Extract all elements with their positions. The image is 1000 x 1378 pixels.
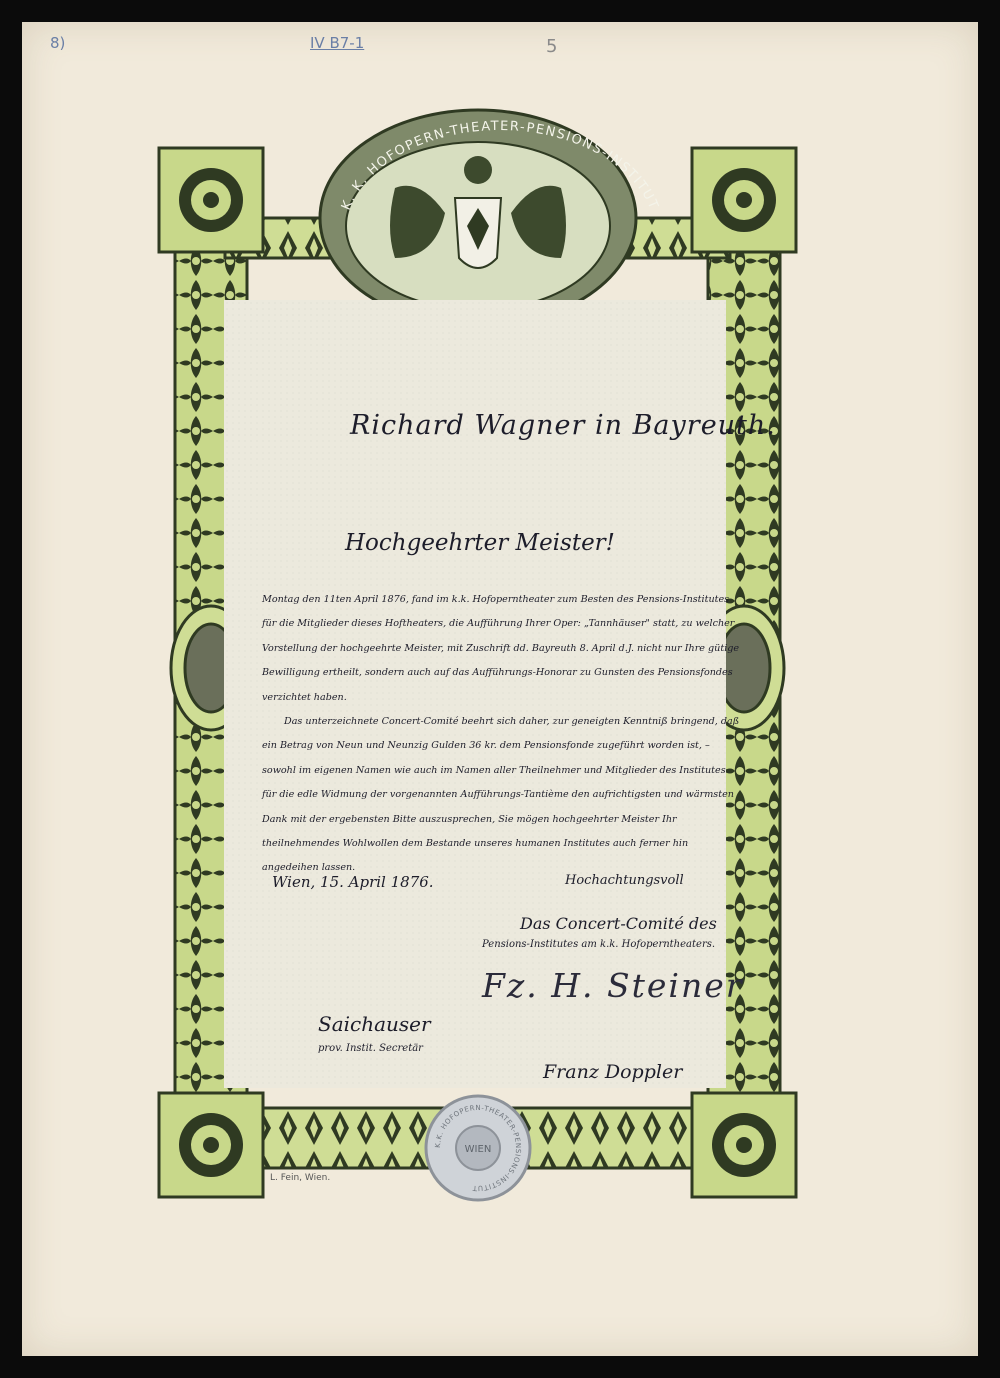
archive-page-number: 5 bbox=[546, 36, 558, 57]
committee-institute-line: Pensions-Institutes am k.k. Hofoperntheaters. bbox=[482, 939, 716, 950]
seal-center-text: WIEN bbox=[464, 1144, 492, 1155]
printer-credit: L. Fein, Wien. bbox=[270, 1173, 331, 1183]
letter-paragraph: Montag den 11ten April 1876, fand im k.k. Hofoperntheater zum Besten des Pensions-Institutes für die Mitglieder dieses Hoftheaters, die Aufführung Ihrer Oper: „Tannhäuser" statt, zu welcher Vorstellung der hochgeehrte Meister, mit Zuschrift dd. Bayreuth 8. April d.J. nicht nur Ihre gütige Bewilligung ertheilt, sondern auch auf das Aufführungs-Honorar zu Gunsten des Pensionsfondes verzichtet haben. bbox=[262, 594, 740, 703]
institute-band bbox=[325, 115, 675, 255]
place-date: Wien, 15. April 1876. bbox=[272, 873, 434, 891]
addressee: Richard Wagner in Bayreuth. bbox=[350, 410, 776, 441]
signature-secretary-role: prov. Instit. Secretär bbox=[318, 1043, 423, 1054]
archive-corner-mark: 8) bbox=[50, 34, 66, 52]
salutation: Hochgeehrter Meister! bbox=[345, 530, 615, 556]
committee-line: Das Concert-Comité des bbox=[520, 914, 717, 933]
letter-paragraph: Das unterzeichnete Concert-Comité beehrt sich daher, zur geneigten Kenntniß bringend, daß ein Betrag von Neun und Neunzig Gulden 36 kr. dem Pensionsfonde zugeführt worden ist, – sowohl im eigenen Namen wie auch im Namen aller Theilnehmer und Mitglieder des Institutes für die edle Widmung der vorgenannten Aufführungs-Tantième den aufrichtigsten und wärmsten Dank mit der ergebensten Bitte auszusprechen, Sie mögen hochgeehrter Meister Ihr theilnehmendes Wohlwollen dem Bestande unseres humanen Institutes auch ferner hin angedeihen lassen. bbox=[262, 716, 740, 874]
letter-body bbox=[262, 588, 742, 881]
seal-ring-text: K.K. HOFOPERN-THEATER-PENSIONS-INSTITUT bbox=[433, 1103, 523, 1193]
embossed-seal bbox=[428, 1098, 528, 1198]
signature-secretary: Saichauser bbox=[318, 1012, 431, 1036]
signature-doppler: Franz Doppler bbox=[543, 1061, 683, 1083]
closing: Hochachtungsvoll bbox=[565, 873, 684, 888]
signature-steiner: Fz. H. Steiner bbox=[482, 966, 744, 1005]
institute-band-text: K. K. HOFOPERN-THEATER-PENSIONS-INSTITUT bbox=[338, 118, 662, 213]
archive-shelfmark: IV B7-1 bbox=[310, 34, 365, 52]
